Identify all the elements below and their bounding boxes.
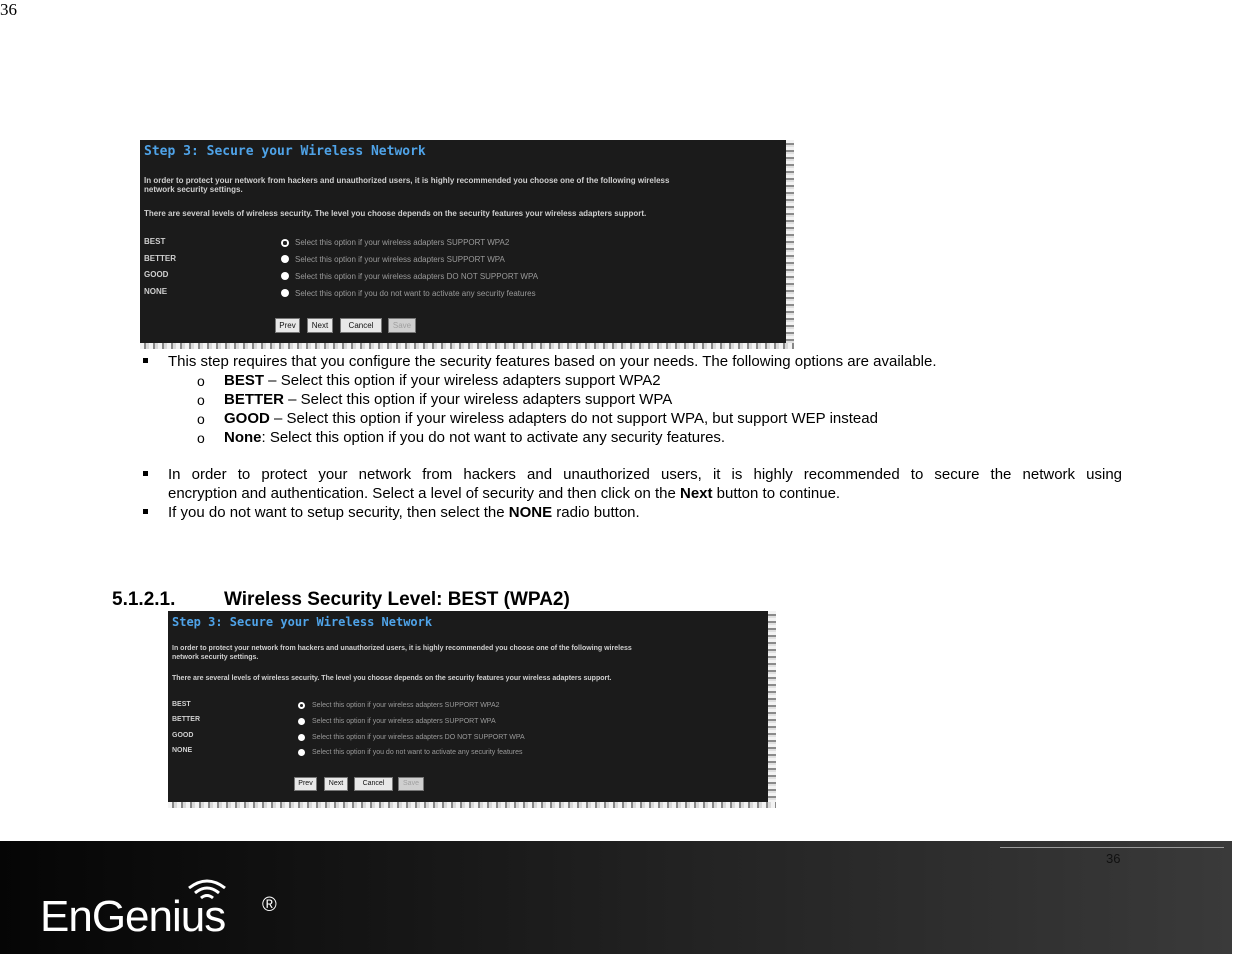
- option-text-better: Select this option if your wireless adapters SUPPORT WPA: [295, 255, 505, 264]
- option-term: BETTER: [224, 391, 284, 408]
- option-label-best: BEST: [172, 701, 191, 708]
- option-term: None: [224, 429, 262, 446]
- section-title: Wireless Security Level: BEST (WPA2): [224, 589, 570, 610]
- wizard-levels-note: There are several levels of wireless security. The level you choose depends on the security features your wireless adapters support.: [144, 209, 647, 218]
- option-text-best: Select this option if your wireless adapters SUPPORT WPA2: [312, 702, 500, 709]
- wizard-intro-2: network security settings.: [144, 185, 243, 194]
- wizard-levels-note: There are several levels of wireless security. The level you choose depends on the security features your wireless adapters support.: [172, 675, 612, 682]
- protect-paragraph-line2: [168, 484, 840, 503]
- option-better: [224, 390, 672, 409]
- option-text-best: Select this option if your wireless adapters SUPPORT WPA2: [295, 238, 510, 247]
- bullet-marker: [143, 358, 148, 363]
- torn-edge: [768, 611, 776, 808]
- option-none: [224, 428, 725, 447]
- footer-page-number: 36: [1106, 851, 1121, 866]
- bullet-intro: This step requires that you configure the security features based on your needs. The following options are available.: [168, 353, 937, 370]
- circle-marker: o: [197, 430, 205, 446]
- wizard-screenshot-1: [140, 140, 794, 349]
- option-label-better: BETTER: [172, 716, 200, 723]
- option-good: [224, 409, 878, 428]
- option-label-none: NONE: [144, 287, 168, 296]
- wizard-intro-2: network security settings.: [172, 654, 259, 661]
- page-number: 36: [0, 0, 17, 19]
- radio-best[interactable]: [298, 702, 305, 709]
- next-keyword: Next: [679, 485, 713, 502]
- circle-marker: o: [197, 373, 205, 389]
- wizard-intro: In order to protect your network from hackers and unauthorized users, it is highly recommended you choose one of the following wireless: [172, 645, 632, 652]
- prev-button[interactable]: Prev: [275, 318, 300, 333]
- brand-name: EnGenius: [40, 892, 226, 941]
- radio-better[interactable]: [298, 718, 305, 725]
- torn-edge: [786, 140, 794, 349]
- none-keyword: NONE: [508, 504, 553, 521]
- none-text-end: radio button.: [552, 504, 640, 521]
- protect-text: encryption and authentication. Select a level of security and then click on the: [168, 485, 680, 502]
- bullet-marker: [143, 471, 148, 476]
- footer-rule: [1000, 847, 1224, 848]
- option-label-good: GOOD: [172, 732, 194, 739]
- cancel-button[interactable]: Cancel: [340, 318, 382, 333]
- radio-good[interactable]: [281, 272, 289, 280]
- option-term: BEST: [224, 372, 265, 389]
- option-text-good: Select this option if your wireless adapters DO NOT SUPPORT WPA: [295, 272, 539, 281]
- protect-text-end: button to continue.: [712, 485, 841, 502]
- wizard-title: Step 3: Secure your Wireless Network: [172, 615, 433, 629]
- option-term: GOOD: [224, 410, 270, 427]
- circle-marker: o: [197, 411, 205, 427]
- wizard-intro: In order to protect your network from hackers and unauthorized users, it is highly recommended you choose one of the following wireless: [144, 176, 670, 185]
- prev-button[interactable]: Prev: [294, 777, 317, 791]
- radio-good[interactable]: [298, 734, 305, 741]
- option-text-good: Select this option if your wireless adapters DO NOT SUPPORT WPA: [312, 734, 525, 741]
- section-number: 5.1.2.1.: [112, 589, 176, 610]
- none-instruction: [168, 503, 640, 522]
- option-best: [224, 371, 661, 390]
- protect-paragraph-line1: In order to protect your network from hackers and unauthorized users, it is highly recommended to secure the network using: [168, 466, 1122, 483]
- option-desc: : Select this option if you do not want to activate any security features.: [261, 429, 726, 446]
- engenius-logo: [40, 874, 300, 944]
- option-label-none: NONE: [172, 747, 193, 754]
- option-label-best: BEST: [144, 237, 166, 246]
- radio-none[interactable]: [298, 749, 305, 756]
- circle-marker: o: [197, 392, 205, 408]
- cancel-button[interactable]: Cancel: [354, 777, 393, 791]
- wizard-title: Step 3: Secure your Wireless Network: [144, 144, 426, 159]
- radio-better[interactable]: [281, 255, 289, 263]
- registered-mark: ®: [262, 894, 277, 916]
- next-button[interactable]: Next: [324, 777, 348, 791]
- option-label-good: GOOD: [144, 270, 169, 279]
- option-desc: – Select this option if your wireless adapters support WPA: [284, 391, 673, 408]
- save-button[interactable]: Save: [398, 777, 424, 791]
- option-text-none: Select this option if you do not want to activate any security features: [312, 749, 523, 756]
- next-button[interactable]: Next: [307, 318, 333, 333]
- save-button[interactable]: Save: [388, 318, 416, 333]
- option-desc: – Select this option if your wireless adapters do not support WPA, but support WEP instead: [269, 410, 878, 427]
- option-desc: – Select this option if your wireless adapters support WPA2: [264, 372, 661, 389]
- torn-edge-bottom: [140, 343, 794, 349]
- bullet-marker: [143, 509, 148, 514]
- none-text: If you do not want to setup security, then select the: [168, 504, 509, 521]
- radio-best[interactable]: [281, 239, 289, 247]
- option-label-better: BETTER: [144, 254, 176, 263]
- wizard-screenshot-2: [168, 611, 776, 808]
- option-text-none: Select this option if you do not want to activate any security features: [295, 289, 536, 298]
- torn-edge-bottom: [168, 802, 776, 808]
- option-text-better: Select this option if your wireless adapters SUPPORT WPA: [312, 718, 496, 725]
- radio-none[interactable]: [281, 289, 289, 297]
